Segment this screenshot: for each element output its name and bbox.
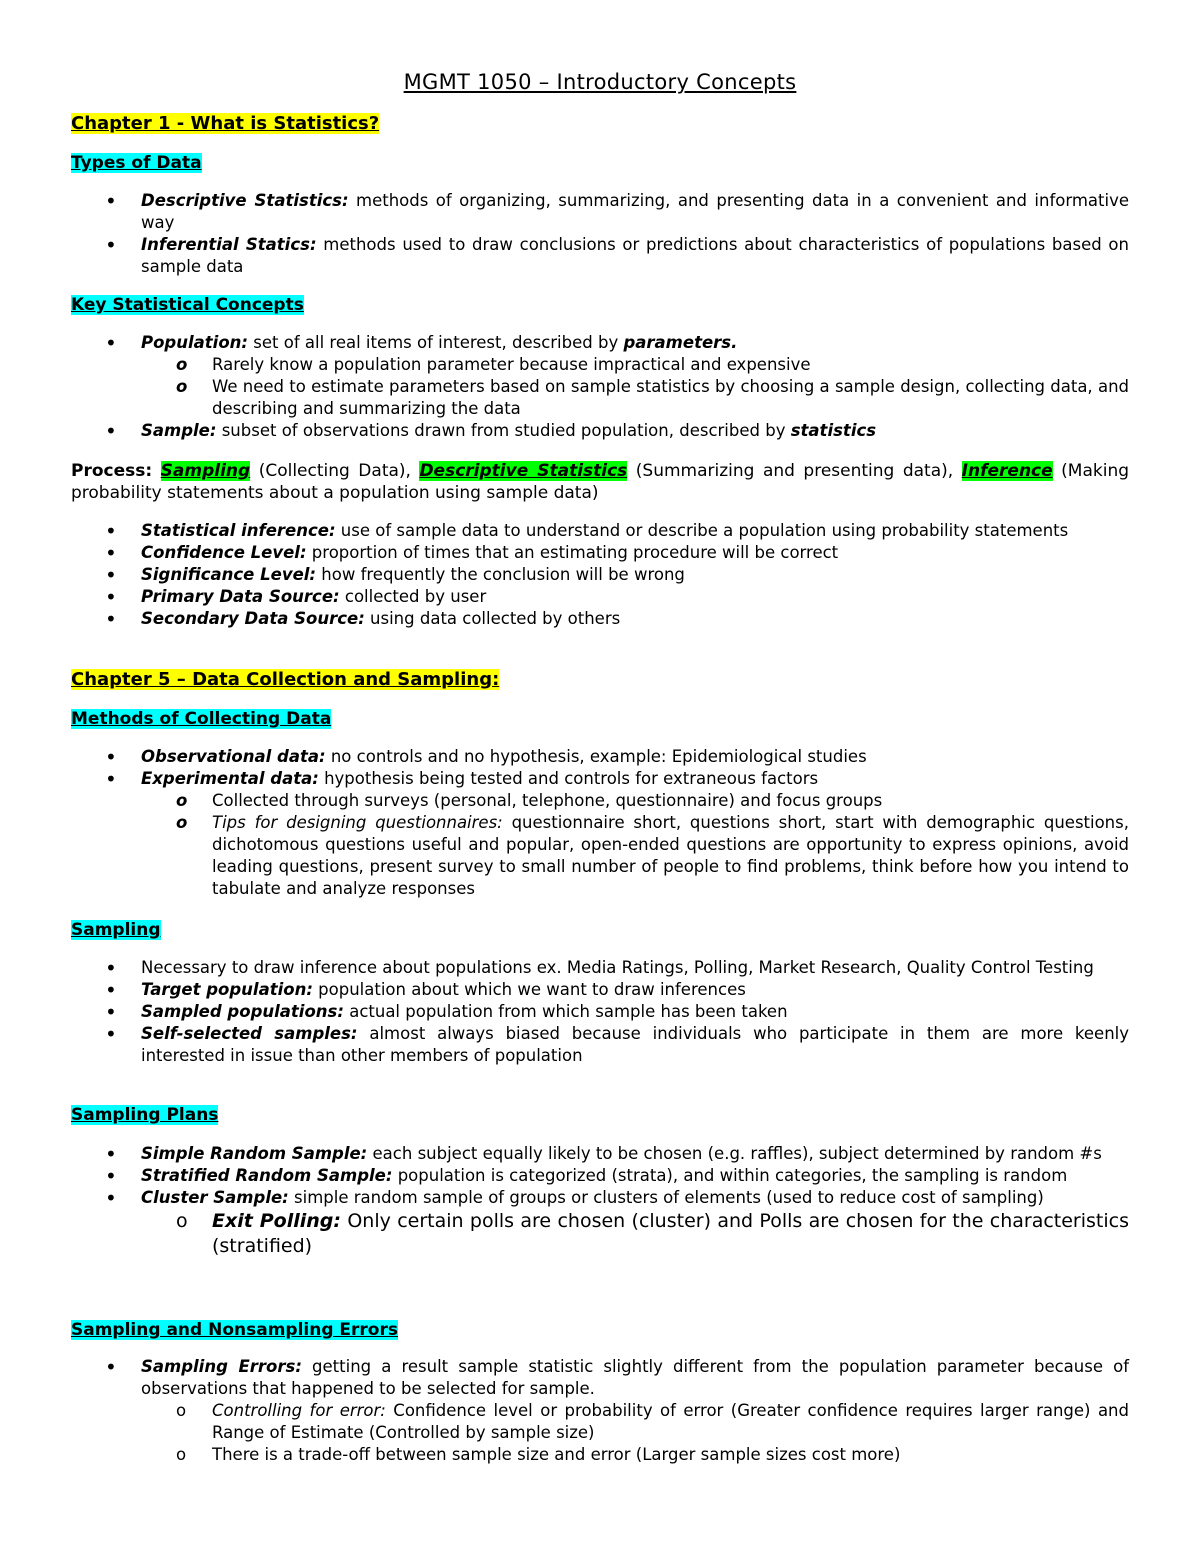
list-item: • Sampled populations: actual population from which sample has been taken bbox=[71, 1001, 1129, 1023]
process-paragraph: Process: Sampling (Collecting Data), Descriptive Statistics (Summarizing and presenting data), Inference (Making probability statements about a population using sample data) bbox=[71, 461, 1130, 503]
list-item: • Descriptive Statistics: methods of organizing, summarizing, and presenting data in a convenient and informative way bbox=[71, 190, 1129, 234]
list-item: • Stratified Random Sample: population is categorized (strata), and within categories, the sampling is random bbox=[71, 1165, 1129, 1187]
list-item: • Confidence Level: proportion of times that an estimating procedure will be correct bbox=[71, 542, 1129, 564]
list-item: • Target population: population about which we want to draw inferences bbox=[71, 979, 1129, 1001]
errors-list bbox=[71, 1356, 1129, 1466]
list-item: • Statistical inference: use of sample data to understand or describe a population using probability statements bbox=[71, 520, 1129, 542]
list-item: • Significance Level: how frequently the conclusion will be wrong bbox=[71, 564, 1129, 586]
list-item: • Cluster Sample: simple random sample of groups or clusters of elements (used to reduce cost of sampling) bbox=[71, 1187, 1129, 1209]
key-concepts-heading: Key Statistical Concepts bbox=[71, 295, 304, 315]
list-item: • Inferential Statics: methods used to draw conclusions or predictions about characteristics of populations based on sample data bbox=[71, 234, 1129, 278]
list-item: • Experimental data: hypothesis being tested and controls for extraneous factors bbox=[71, 768, 1129, 790]
list-item: • Sampling Errors: getting a result sample statistic slightly different from the population parameter because of observations that happened to be selected for sample. bbox=[71, 1356, 1129, 1400]
sampling-plans-heading: Sampling Plans bbox=[71, 1105, 219, 1125]
key-concepts-list bbox=[71, 332, 1129, 442]
document-title: MGMT 1050 – Introductory Concepts bbox=[403, 70, 797, 94]
list-item: • Self-selected samples: almost always biased because individuals who participate in them are more keenly interested in issue than other members of population bbox=[71, 1023, 1129, 1067]
list-item: • Sample: subset of observations drawn from studied population, described by statistics bbox=[71, 420, 1129, 442]
list-item: o Collected through surveys (personal, telephone, questionnaire) and focus groups bbox=[71, 790, 1129, 812]
list-item: o Tips for designing questionnaires: questionnaire short, questions short, start with demographic questions, dichotomous questions useful and popular, open-ended questions are opportunity to express opinions, avoid leading questions, present survey to small number of people to find problems, think before how you intend to tabulate and analyze responses bbox=[71, 812, 1129, 900]
chapter-5-heading: Chapter 5 – Data Collection and Sampling: bbox=[71, 669, 500, 690]
list-item: o Exit Polling: Only certain polls are chosen (cluster) and Polls are chosen for the characteristics (stratified) bbox=[71, 1209, 1129, 1259]
definitions-list bbox=[71, 520, 1129, 630]
list-item: • Population: set of all real items of interest, described by parameters. bbox=[71, 332, 1129, 354]
list-item: o Controlling for error: Confidence level or probability of error (Greater confidence requires larger range) and Range of Estimate (Controlled by sample size) bbox=[71, 1400, 1129, 1444]
sampling-heading: Sampling bbox=[71, 920, 161, 940]
list-item: o Rarely know a population parameter because impractical and expensive bbox=[71, 354, 1129, 376]
methods-list bbox=[71, 746, 1129, 900]
list-item: • Simple Random Sample: each subject equally likely to be chosen (e.g. raffles), subject determined by random #s bbox=[71, 1143, 1129, 1165]
list-item: • Necessary to draw inference about populations ex. Media Ratings, Polling, Market Research, Quality Control Testing bbox=[71, 957, 1129, 979]
chapter-1-heading: Chapter 1 - What is Statistics? bbox=[71, 113, 380, 134]
sampling-list bbox=[71, 957, 1129, 1067]
list-item: • Observational data: no controls and no hypothesis, example: Epidemiological studies bbox=[71, 746, 1129, 768]
types-of-data-heading: Types of Data bbox=[71, 153, 202, 173]
list-item: • Primary Data Source: collected by user bbox=[71, 586, 1129, 608]
sampling-plans-list bbox=[71, 1143, 1129, 1259]
list-item: o We need to estimate parameters based on sample statistics by choosing a sample design, collecting data, and describing and summarizing the data bbox=[71, 376, 1129, 420]
errors-heading: Sampling and Nonsampling Errors bbox=[71, 1320, 398, 1340]
list-item: • Secondary Data Source: using data collected by others bbox=[71, 608, 1129, 630]
list-item: o There is a trade-off between sample size and error (Larger sample sizes cost more) bbox=[71, 1444, 1129, 1466]
methods-heading: Methods of Collecting Data bbox=[71, 709, 332, 729]
types-of-data-list bbox=[71, 190, 1129, 278]
